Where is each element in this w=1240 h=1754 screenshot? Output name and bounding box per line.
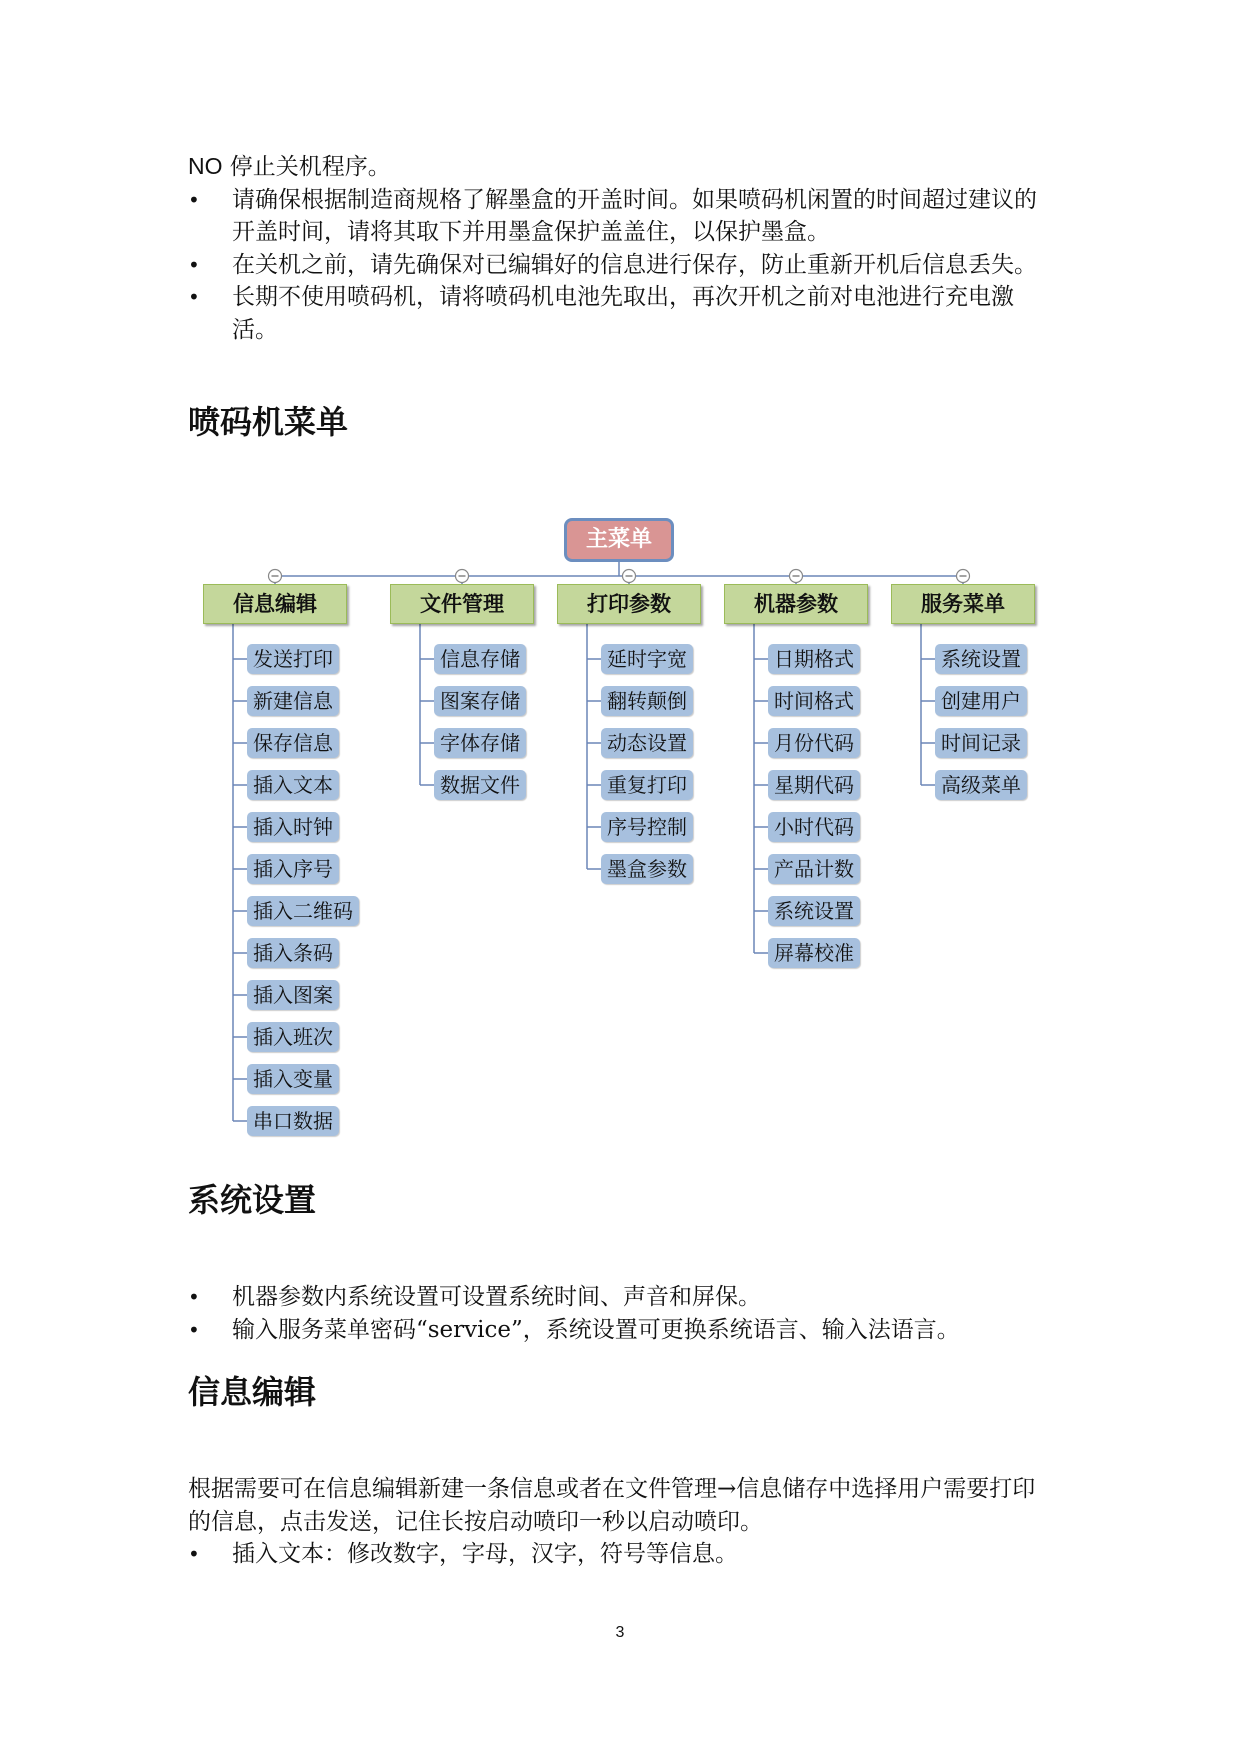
system-bullet: • 输入服务菜单密码“service”，系统设置可更换系统语言、输入法语言。 [188,1314,1058,1347]
menu-item-node: 时间格式 [768,686,860,716]
menu-item-node: 系统设置 [935,644,1027,674]
menu-item-node: 产品计数 [768,854,860,884]
menu-item-node: 插入图案 [247,980,339,1010]
menu-item-node: 动态设置 [601,728,693,758]
menu-category-node: 文件管理 [390,584,534,624]
menu-item-node: 插入序号 [247,854,339,884]
menu-root-node: 主菜单 [564,518,674,562]
menu-category-node: 信息编辑 [203,584,347,624]
menu-item-node: 插入变量 [247,1064,339,1094]
section-heading-system: 系统设置 [188,1181,317,1219]
menu-item-node: 插入二维码 [247,896,359,926]
menu-item-node: 保存信息 [247,728,339,758]
menu-item-node: 发送打印 [247,644,339,674]
intro-lead-rest: 停止关机程序。 [222,154,391,180]
menu-item-node: 日期格式 [768,644,860,674]
menu-item-node: 时间记录 [935,728,1027,758]
menu-item-node: 墨盒参数 [601,854,693,884]
menu-item-node: 序号控制 [601,812,693,842]
menu-category-node: 机器参数 [724,584,868,624]
intro-bullet: • 长期不使用喷码机，请将喷码机电池先取出，再次开机之前对电池进行充电激活。 [188,281,1058,346]
section-heading-info: 信息编辑 [188,1373,317,1411]
menu-item-node: 星期代码 [768,770,860,800]
menu-item-node: 插入条码 [247,938,339,968]
menu-item-node: 图案存储 [434,686,526,716]
menu-item-node: 串口数据 [247,1106,339,1136]
system-bullet: • 机器参数内系统设置可设置系统时间、声音和屏保。 [188,1281,1058,1314]
menu-item-node: 翻转颠倒 [601,686,693,716]
intro-bullet: • 请确保根据制造商规格了解墨盒的开盖时间。如果喷码机闲置的时间超过建议的开盖时间，请将其取下并用墨盒保护盖盖住，以保护墨盒。 [188,184,1058,249]
menu-item-node: 数据文件 [434,770,526,800]
intro-lead: NO [188,153,223,179]
info-paragraph: 根据需要可在信息编辑新建一条信息或者在文件管理→信息储存中选择用户需要打印的信息，点击发送，记住长按启动喷印一秒以启动喷印。 [188,1476,1036,1535]
menu-item-node: 插入时钟 [247,812,339,842]
menu-item-node: 新建信息 [247,686,339,716]
intro-bullet-list [188,184,1058,347]
menu-item-node: 系统设置 [768,896,860,926]
menu-tree-diagram [0,500,1240,1160]
menu-item-node: 重复打印 [601,770,693,800]
menu-category-node: 服务菜单 [891,584,1035,624]
menu-item-node: 信息存储 [434,644,526,674]
intro-lead-line [188,150,1058,184]
menu-category-node: 打印参数 [557,584,701,624]
system-bullet-list [188,1281,1058,1346]
menu-item-node: 插入文本 [247,770,339,800]
system-block [188,1281,1058,1346]
info-block [188,1538,1058,1571]
section-heading-menu: 喷码机菜单 [188,403,349,441]
info-bullet: • 插入文本：修改数字，字母，汉字，符号等信息。 [188,1538,1058,1571]
menu-item-node: 高级菜单 [935,770,1027,800]
menu-item-node: 插入班次 [247,1022,339,1052]
page-number: 3 [615,1624,625,1641]
intro-block [188,150,1058,346]
menu-item-node: 小时代码 [768,812,860,842]
info-bullet-list [188,1538,1058,1571]
intro-bullet: • 在关机之前，请先确保对已编辑好的信息进行保存，防止重新开机后信息丢失。 [188,249,1058,282]
menu-item-node: 屏幕校准 [768,938,860,968]
menu-item-node: 月份代码 [768,728,860,758]
menu-item-node: 创建用户 [935,686,1027,716]
menu-item-node: 延时字宽 [601,644,693,674]
menu-item-node: 字体存储 [434,728,526,758]
